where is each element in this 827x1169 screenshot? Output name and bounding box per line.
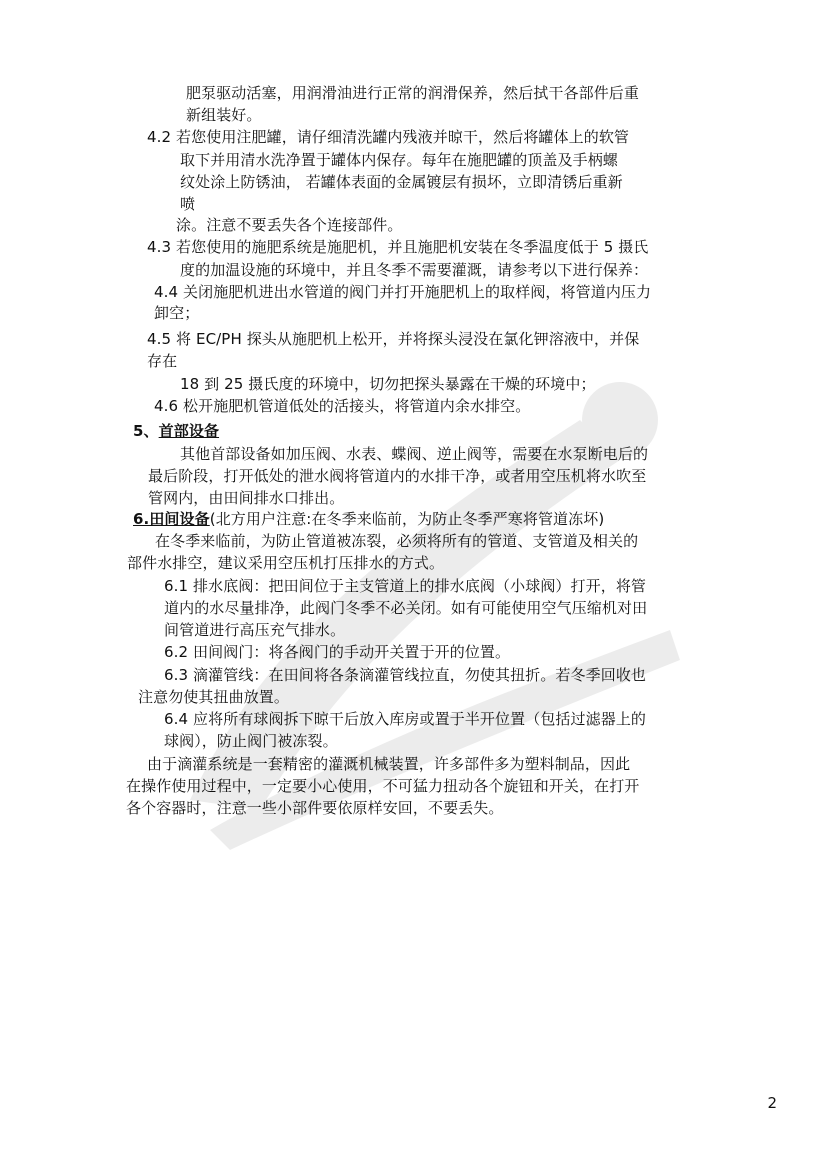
text-line: 注意勿使其扭曲放置。 bbox=[138, 688, 290, 706]
text-line: 肥泵驱动活塞，用润滑油进行正常的润滑保养，然后拭干各部件后重 bbox=[186, 84, 640, 102]
section-title: 6.田间设备 bbox=[133, 510, 210, 528]
text-line: 在冬季来临前，为防止管道被冻裂，必须将所有的管道、支管道及相关的 bbox=[155, 532, 639, 550]
text-line: 6.3 滴灌管线：在田间将各条滴灌管线拉直，勿使其扭折。若冬季回收也 bbox=[164, 666, 647, 684]
text-line: 新组装好。 bbox=[186, 106, 262, 124]
text-line: 管网内，由田间排水口排出。 bbox=[148, 489, 345, 507]
text-line: 各个容器时，注意一些小部件要依原样安回，不要丢失。 bbox=[126, 799, 504, 817]
text-line: 4.5 将 EC/PH 探头从施肥机上松开，并将探头浸没在氯化钾溶液中，并保 bbox=[147, 330, 640, 348]
text-line: 间管道进行高压充气排水。 bbox=[164, 621, 346, 639]
text-line: 6.1 排水底阀：把田间位于主支管道上的排水底阀（小球阀）打开，将管 bbox=[164, 577, 647, 595]
section-heading-5 bbox=[133, 420, 219, 442]
text-line: 取下并用清水洗净置于罐体内保存。每年在施肥罐的顶盖及手柄螺 bbox=[180, 151, 618, 169]
page-number: 2 bbox=[767, 1094, 777, 1112]
text-line: 4.6 松开施肥机管道低处的活接头，将管道内余水排空。 bbox=[154, 397, 531, 415]
text-line: 4.3 若您使用的施肥系统是施肥机，并且施肥机安装在冬季温度低于 5 摄氏 bbox=[147, 238, 649, 256]
text-line: 最后阶段，打开低处的泄水阀将管道内的水排干净，或者用空压机将水吹至 bbox=[148, 467, 647, 485]
section-note: (北方用户注意:在冬季来临前，为防止冬季严寒将管道冻坏) bbox=[209, 510, 605, 528]
text-line: 道内的水尽量排净，此阀门冬季不必关闭。如有可能使用空气压缩机对田 bbox=[164, 599, 648, 617]
text-line: 在操作使用过程中，一定要小心使用，不可猛力扭动各个旋钮和开关，在打开 bbox=[126, 777, 640, 795]
text-line: 度的加温设施的环境中，并且冬季不需要灌溉，请参考以下进行保养： bbox=[180, 261, 649, 279]
section-heading-6 bbox=[133, 508, 604, 530]
text-line: 喷 bbox=[180, 195, 196, 213]
text-line: 存在 bbox=[147, 352, 178, 370]
text-line: 球阀），防止阀门被冻裂。 bbox=[164, 732, 338, 750]
text-line: 涂。注意不要丢失各个连接部件。 bbox=[176, 216, 403, 234]
text-line: 18 到 25 摄氏度的环境中，切勿把探头暴露在干燥的环境中； bbox=[180, 375, 596, 393]
text-line: 部件水排空，建议采用空压机打压排水的方式。 bbox=[127, 554, 445, 572]
text-line: 6.2 田间阀门：将各阀门的手动开关置于开的位置。 bbox=[164, 643, 511, 661]
text-line: 卸空； bbox=[154, 304, 200, 322]
text-line: 由于滴灌系统是一套精密的灌溉机械装置，许多部件多为塑料制品，因此 bbox=[147, 755, 631, 773]
section-number: 5、 bbox=[133, 422, 159, 440]
text-line: 4.2 若您使用注肥罐，请仔细清洗罐内残液并晾干，然后将罐体上的软管 bbox=[147, 128, 630, 146]
text-line: 4.4 关闭施肥机进出水管道的阀门并打开施肥机上的取样阀，将管道内压力 bbox=[154, 283, 652, 301]
text-line: 纹处涂上防锈油， 若罐体表面的金属镀层有损坏，立即清锈后重新 bbox=[180, 173, 623, 191]
section-title: 首部设备 bbox=[158, 422, 220, 440]
text-line: 6.4 应将所有球阀拆下晾干后放入库房或置于半开位置（包括过滤器上的 bbox=[164, 710, 647, 728]
text-line: 其他首部设备如加压阀、水表、蝶阀、逆止阀等，需要在水泵断电后的 bbox=[180, 445, 649, 463]
